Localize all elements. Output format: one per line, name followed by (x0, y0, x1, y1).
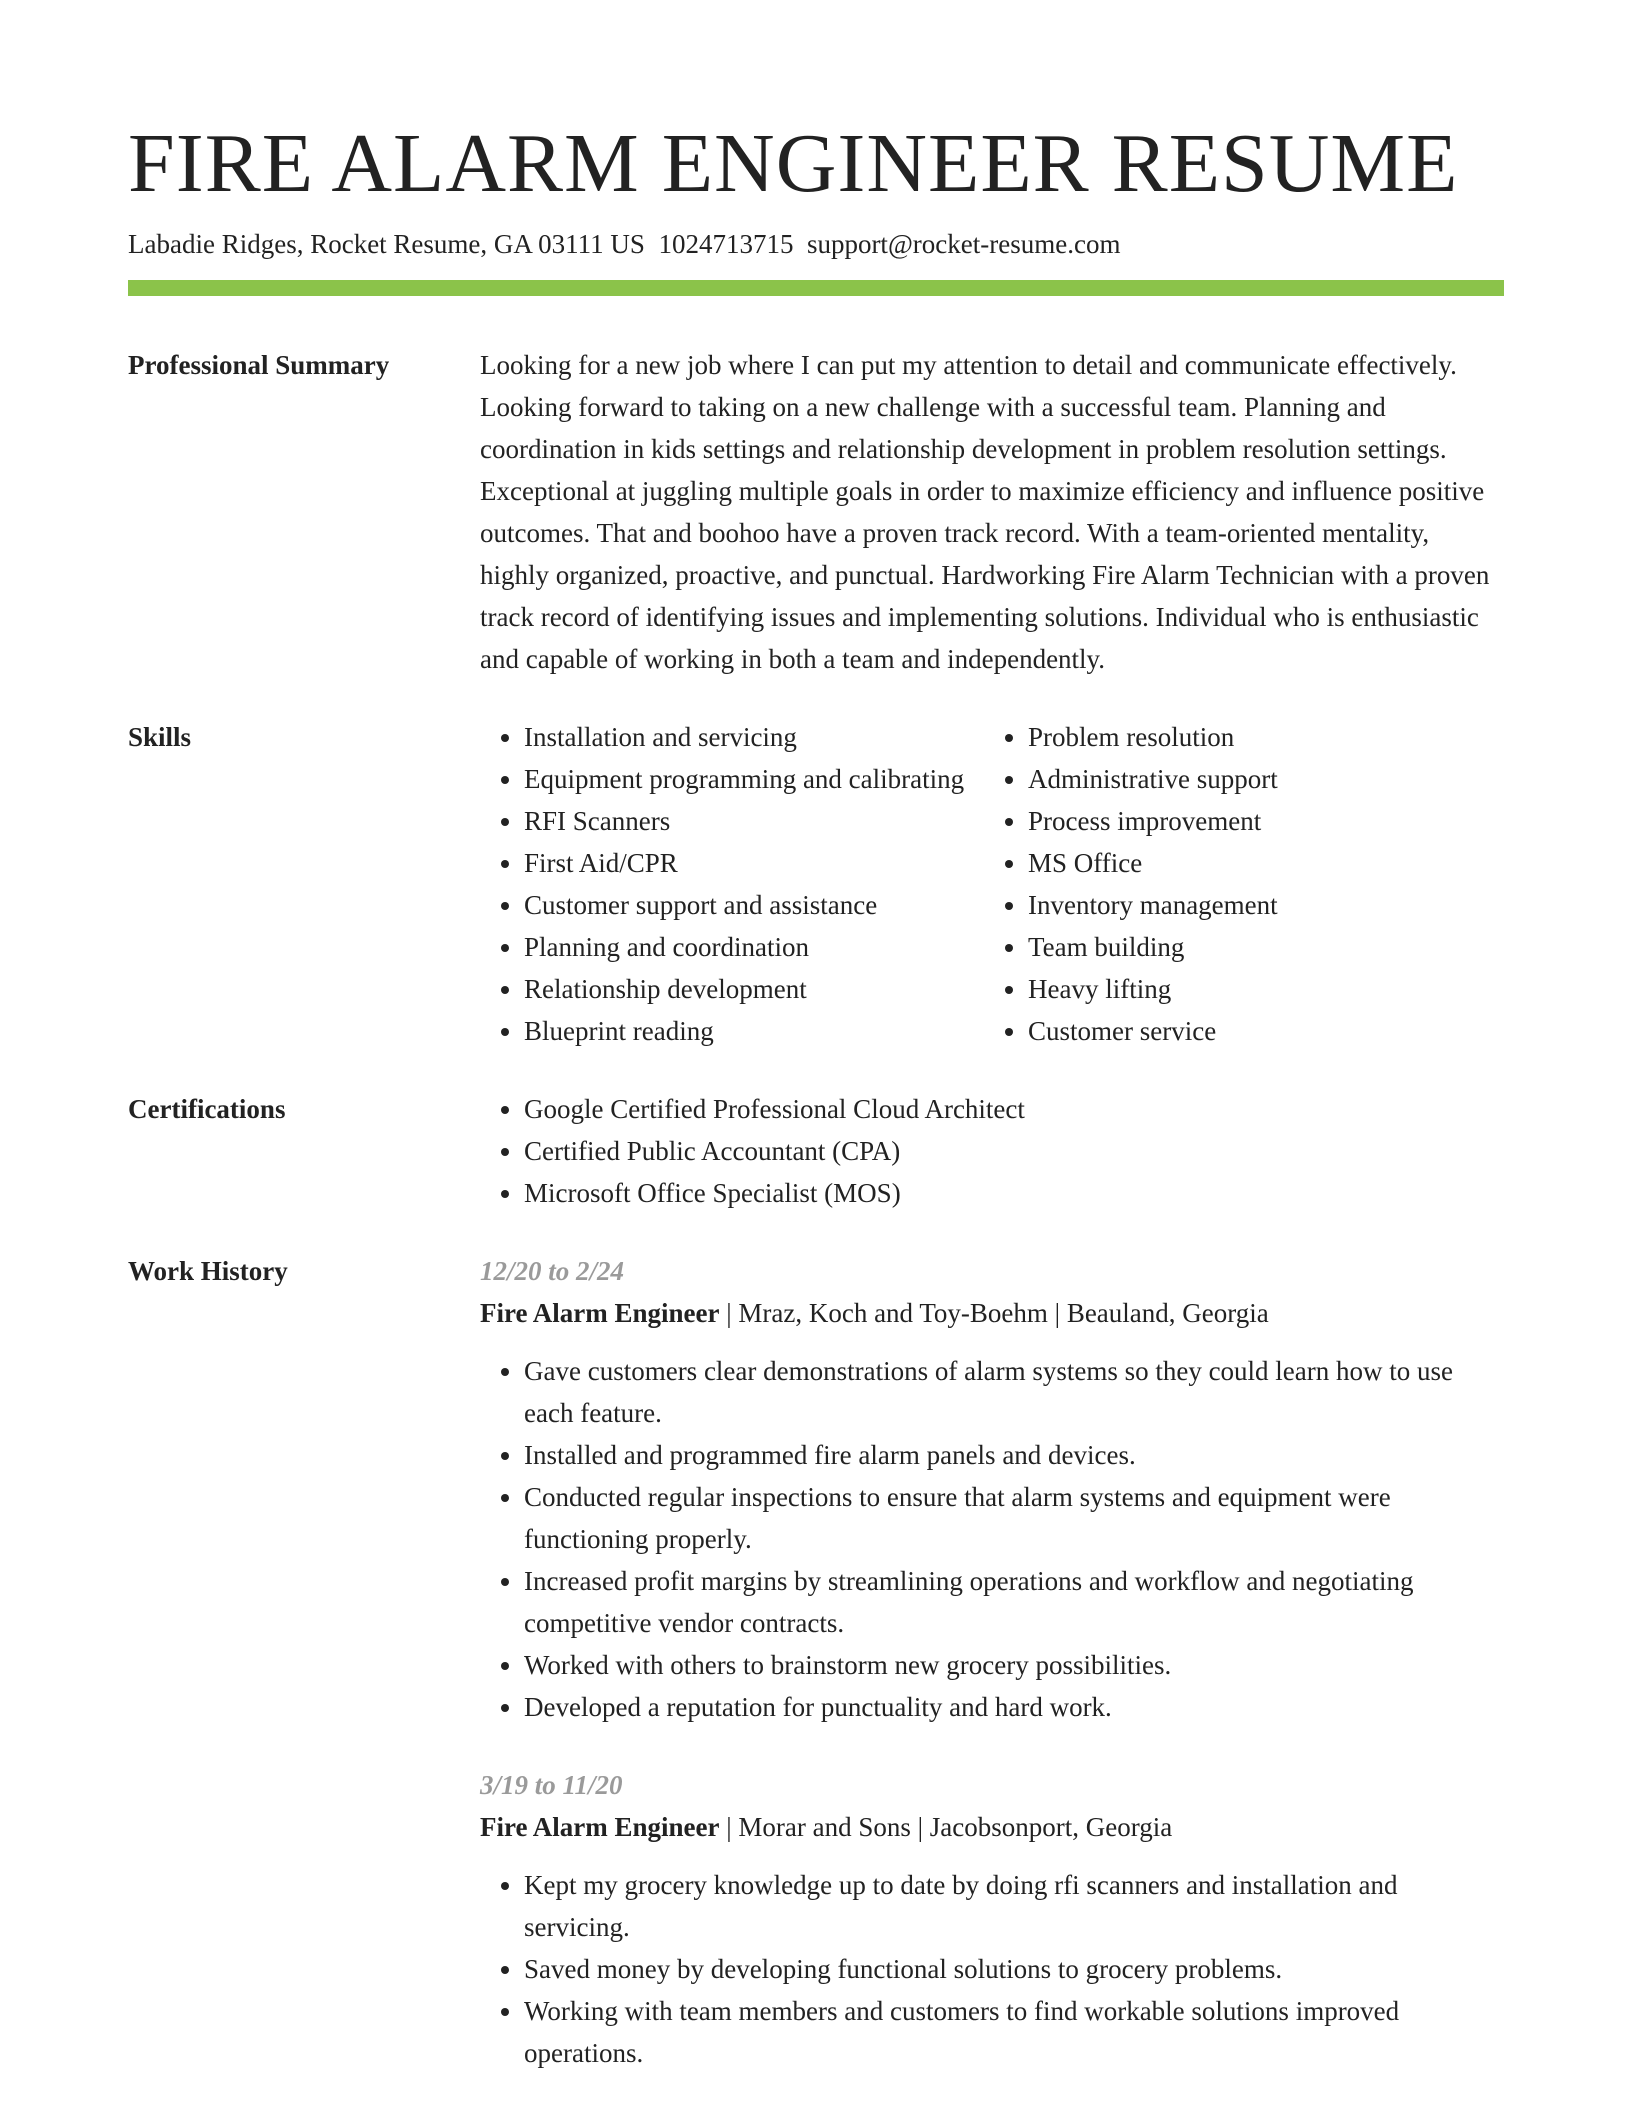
section-work-history (128, 1250, 1504, 2110)
certification-item: • Microsoft Office Specialist (MOS) (524, 1172, 1504, 1214)
skill-item: • First Aid/CPR (524, 842, 984, 884)
summary-text: Looking for a new job where I can put my attention to detail and communicate effectively. Looking forward to taking on a new challenge with a successful team. Planning and coordination in kids settings and relationship development in problem resolution settings. Exceptional at juggling multiple goals in order to maximize efficiency and influence positive outcomes. That and boohoo have a proven track record. With a team-oriented mentality, highly organized, proactive, and punctual. Hardworking Fire Alarm Technician with a proven track record of identifying issues and implementing solutions. Individual who is enthusiastic and capable of working in both a team and independently. (480, 350, 1490, 675)
section-label-summary: Professional Summary (128, 350, 390, 381)
skill-item: • Relationship development (524, 968, 984, 1010)
job-dates: 12/20 to 2/24 (480, 1256, 625, 1287)
certification-item: • Certified Public Accountant (CPA) (524, 1130, 1504, 1172)
skill-item: • Problem resolution (1028, 716, 1504, 758)
skill-item: • Customer support and assistance (524, 884, 984, 926)
job-bullet: • Gave customers clear demonstrations of alarm systems so they could learn how to use each feature. (524, 1350, 1504, 1434)
job-bullet: • Working with team members and customers to find workable solutions improved operations. (524, 1990, 1504, 2074)
job-bullets (480, 1864, 1504, 2074)
job-heading (480, 1806, 1504, 1848)
job-bullet: • Increased profit margins by streamlining operations and workflow and negotiating competitive vendor contracts. (524, 1560, 1504, 1644)
job-bullet: • Installed and programmed fire alarm panels and devices. (524, 1434, 1504, 1476)
work-history-content (480, 1250, 1504, 2110)
job-bullet: • Conducted regular inspections to ensure that alarm systems and equipment were functioning properly. (524, 1476, 1504, 1560)
job-bullet: • Developed a reputation for punctuality and hard work. (524, 1686, 1504, 1728)
resume-title: FIRE ALARM ENGINEER RESUME (128, 117, 1459, 210)
job-heading (480, 1292, 1504, 1334)
skills-list-left (480, 716, 984, 1052)
certifications-content (480, 1088, 1504, 1214)
contact-address: Labadie Ridges, Rocket Resume, GA 03111 US (128, 229, 645, 259)
skill-item: • Process improvement (1028, 800, 1504, 842)
job-bullets (480, 1350, 1504, 1728)
job-bullet: • Saved money by developing functional solutions to grocery problems. (524, 1948, 1504, 1990)
skill-item: • Installation and servicing (524, 716, 984, 758)
job-title: Fire Alarm Engineer (480, 1298, 720, 1329)
section-certifications (128, 1088, 1504, 1214)
job-company-location: | Morar and Sons | Jacobsonport, Georgia (719, 1812, 1173, 1843)
skill-item: • Equipment programming and calibrating (524, 758, 984, 800)
contact-email: support@rocket-resume.com (806, 229, 1121, 259)
contact-phone: 1024713715 (658, 229, 794, 259)
skill-item: • Customer service (1028, 1010, 1504, 1052)
skill-item: • MS Office (1028, 842, 1504, 884)
header-divider (128, 280, 1504, 296)
job-company-location: | Mraz, Koch and Toy-Boehm | Beauland, Georgia (719, 1298, 1269, 1329)
skill-item: • Administrative support (1028, 758, 1504, 800)
skills-list-right (984, 716, 1504, 1052)
section-label-skills: Skills (128, 722, 192, 753)
job-bullet: • Kept my grocery knowledge up to date by doing rfi scanners and installation and servicing. (524, 1864, 1504, 1948)
skill-item: • Planning and coordination (524, 926, 984, 968)
section-label-work-history: Work History (128, 1256, 288, 1287)
skill-item: • Team building (1028, 926, 1504, 968)
job-title: Fire Alarm Engineer (480, 1812, 720, 1843)
job-entry (480, 1250, 1504, 1728)
skill-item: • Inventory management (1028, 884, 1504, 926)
section-skills (128, 716, 1504, 1052)
section-label-certifications: Certifications (128, 1094, 286, 1125)
contact-line (128, 228, 1504, 260)
certification-item: • Google Certified Professional Cloud Architect (524, 1088, 1504, 1130)
section-professional-summary (128, 344, 1504, 680)
skill-item: • Heavy lifting (1028, 968, 1504, 1010)
job-entry (480, 1764, 1504, 2074)
summary-content (480, 344, 1504, 680)
job-bullet: • Worked with others to brainstorm new grocery possibilities. (524, 1644, 1504, 1686)
skill-item: • Blueprint reading (524, 1010, 984, 1052)
job-dates: 3/19 to 11/20 (480, 1770, 623, 1801)
certifications-list (480, 1088, 1504, 1214)
skills-content (480, 716, 1504, 1052)
skill-item: • RFI Scanners (524, 800, 984, 842)
